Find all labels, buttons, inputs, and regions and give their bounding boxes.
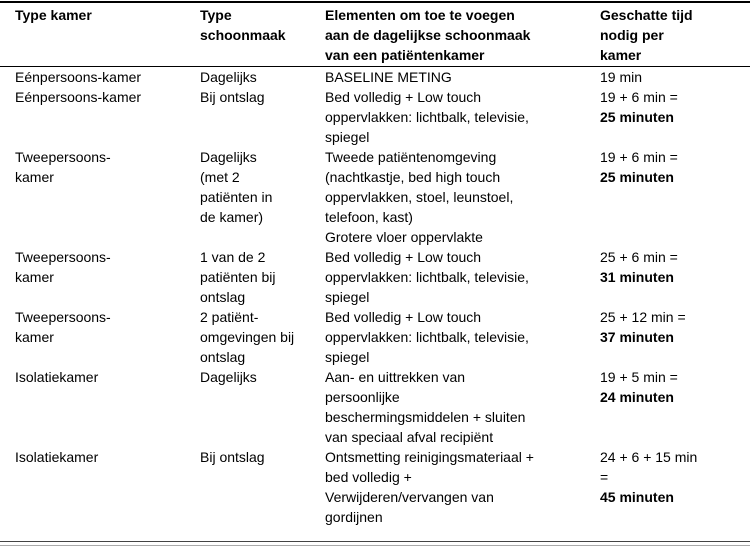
- cell-line: kamer: [15, 169, 54, 185]
- cell-line: Dagelijks: [200, 69, 257, 85]
- table-header-row: [0, 5, 750, 65]
- cell-line: 25 + 6 min =: [600, 249, 678, 265]
- cell-line: Ontsmetting reinigingsmateriaal +: [325, 449, 534, 465]
- cell-line: Bij ontslag: [200, 89, 265, 105]
- cell-room-type: [15, 307, 195, 347]
- cell-estimated-time: [600, 87, 745, 127]
- cell-line: 24 + 6 + 15 min: [600, 449, 698, 465]
- cell-line: Eénpersoons-kamer: [15, 89, 142, 105]
- time-total: 25 minuten: [600, 109, 674, 125]
- cell-line: 19 + 5 min =: [600, 369, 678, 385]
- cell-line: Tweepersoons-: [15, 149, 111, 165]
- cell-line: bed volledig +: [325, 469, 412, 485]
- cell-line: 1 van de 2: [200, 249, 266, 265]
- table-top-rule: [0, 1, 750, 3]
- cell-elements: [325, 67, 590, 87]
- cell-line: Isolatiekamer: [15, 449, 99, 465]
- header-line: nodig per: [600, 27, 664, 43]
- table-bottom-rule: [0, 541, 750, 542]
- cell-room-type: [15, 67, 195, 87]
- cell-line: persoonlijke: [325, 389, 400, 405]
- cell-line: BASELINE METING: [325, 69, 452, 85]
- header-line: aan de dagelijkse schoonmaak: [325, 27, 531, 43]
- header-room-type: [15, 5, 195, 25]
- header-line: van een patiëntenkamer: [325, 47, 485, 63]
- cell-cleaning-type: [200, 447, 318, 467]
- cell-line: 19 + 6 min =: [600, 149, 678, 165]
- cell-cleaning-type: [200, 147, 318, 227]
- cell-elements: [325, 447, 590, 527]
- cell-line: Bed volledig + Low touch: [325, 89, 482, 105]
- cell-line: de kamer): [200, 209, 264, 225]
- time-total: 24 minuten: [600, 389, 674, 405]
- cell-room-type: [15, 87, 195, 107]
- cell-line: spiegel: [325, 129, 370, 145]
- table-bottom-rule-secondary: [0, 545, 750, 546]
- cell-line: =: [600, 469, 609, 485]
- header-line: Type kamer: [15, 7, 92, 23]
- cell-line: ontslag: [200, 349, 246, 365]
- cell-cleaning-type: [200, 307, 318, 367]
- cell-line: oppervlakken: lichtbalk, televisie,: [325, 269, 529, 285]
- cell-line: gordijnen: [325, 509, 383, 525]
- cell-line: omgevingen bij: [200, 329, 295, 345]
- cell-line: oppervlakken: lichtbalk, televisie,: [325, 109, 529, 125]
- cell-room-type: [15, 247, 195, 287]
- cell-line: Tweepersoons-: [15, 249, 111, 265]
- cell-line: kamer: [15, 269, 54, 285]
- cell-estimated-time: [600, 307, 745, 347]
- cell-elements: [325, 147, 590, 247]
- cell-line: 2 patiënt-: [200, 309, 259, 325]
- cell-line: patiënten bij: [200, 269, 276, 285]
- time-total: 37 minuten: [600, 329, 674, 345]
- cell-room-type: [15, 147, 195, 187]
- cell-line: beschermingsmiddelen + sluiten: [325, 409, 526, 425]
- cell-line: 19 min: [600, 69, 643, 85]
- cell-line: Bed volledig + Low touch: [325, 249, 482, 265]
- cell-elements: [325, 307, 590, 367]
- cell-line: (nachtkastje, bed high touch: [325, 169, 501, 185]
- cell-cleaning-type: [200, 247, 318, 307]
- header-line: Type: [200, 7, 232, 23]
- time-total: 45 minuten: [600, 489, 674, 505]
- cell-cleaning-type: [200, 67, 318, 87]
- cell-line: 19 + 6 min =: [600, 89, 678, 105]
- cell-line: Bed volledig + Low touch: [325, 309, 482, 325]
- cell-line: oppervlakken, stoel, leunstoel,: [325, 189, 514, 205]
- cell-cleaning-type: [200, 367, 318, 387]
- cell-cleaning-type: [200, 87, 318, 107]
- cell-line: Grotere vloer oppervlakte: [325, 229, 483, 245]
- cell-elements: [325, 367, 590, 447]
- header-line: kamer: [600, 47, 642, 63]
- cell-line: ontslag: [200, 289, 246, 305]
- header-elements: [325, 5, 590, 65]
- header-cleaning-type: [200, 5, 318, 45]
- cell-estimated-time: [600, 367, 745, 407]
- cell-line: Verwijderen/vervangen van: [325, 489, 494, 505]
- cell-estimated-time: [600, 447, 745, 507]
- header-line: Elementen om toe te voegen: [325, 7, 515, 23]
- cell-line: telefoon, kast): [325, 209, 413, 225]
- time-total: 31 minuten: [600, 269, 674, 285]
- cell-line: Bij ontslag: [200, 449, 265, 465]
- cell-line: Tweede patiëntenomgeving: [325, 149, 497, 165]
- cell-line: Tweepersoons-: [15, 309, 111, 325]
- cell-line: spiegel: [325, 289, 370, 305]
- cell-elements: [325, 87, 590, 147]
- cell-line: Dagelijks: [200, 369, 257, 385]
- cell-line: kamer: [15, 329, 54, 345]
- cell-line: Dagelijks: [200, 149, 257, 165]
- cell-estimated-time: [600, 67, 745, 87]
- cell-line: patiënten in: [200, 189, 273, 205]
- header-line: schoonmaak: [200, 27, 286, 43]
- cell-line: Eénpersoons-kamer: [15, 69, 142, 85]
- cell-elements: [325, 247, 590, 307]
- cell-estimated-time: [600, 147, 745, 187]
- cell-line: Isolatiekamer: [15, 369, 99, 385]
- cell-room-type: [15, 367, 195, 387]
- cell-room-type: [15, 447, 195, 467]
- cell-estimated-time: [600, 247, 745, 287]
- cell-line: spiegel: [325, 349, 370, 365]
- cell-line: (met 2: [200, 169, 240, 185]
- time-total: 25 minuten: [600, 169, 674, 185]
- header-estimated-time: [600, 5, 745, 65]
- cell-line: 25 + 12 min =: [600, 309, 686, 325]
- header-line: Geschatte tijd: [600, 7, 693, 23]
- cell-line: Aan- en uittrekken van: [325, 369, 466, 385]
- cell-line: van speciaal afval recipiënt: [325, 429, 494, 445]
- cell-line: oppervlakken: lichtbalk, televisie,: [325, 329, 529, 345]
